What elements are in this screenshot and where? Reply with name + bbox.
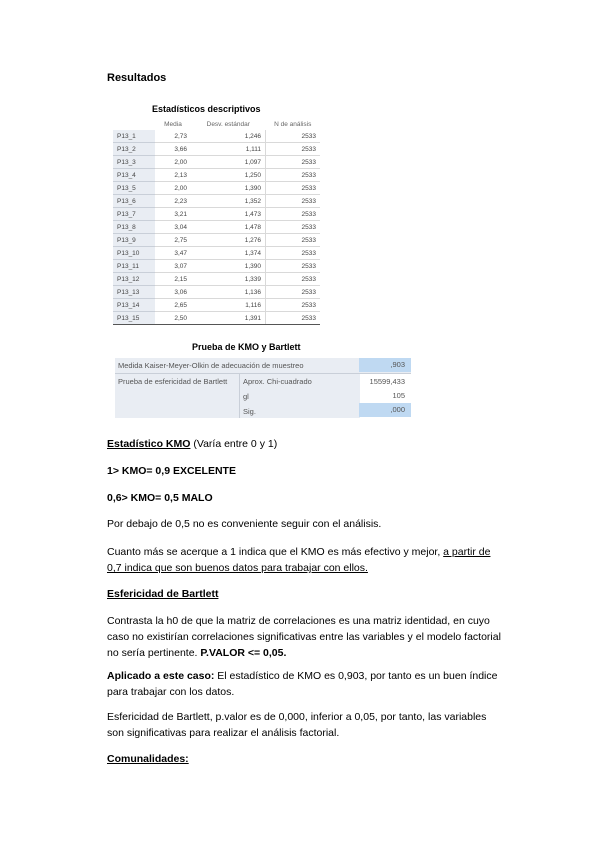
gl-label: gl [243, 392, 249, 401]
table-row [113, 221, 320, 234]
table-row [113, 130, 320, 143]
media-value: 2,73 [155, 130, 191, 143]
media-value: 3,06 [155, 286, 191, 299]
aplicado-line1 [107, 668, 527, 684]
bartlett-line3-text: no sería pertinente. [107, 647, 201, 659]
table-row [113, 195, 320, 208]
desv-value: 1,276 [191, 234, 266, 247]
table-row [113, 156, 320, 169]
table-row [113, 260, 320, 273]
media-value: 3,47 [155, 247, 191, 260]
media-value: 2,13 [155, 169, 191, 182]
kmo-interp-part3: 0,7 indica que son buenos datos para trabajar con ellos. [107, 562, 368, 574]
row-label: P13_1 [113, 130, 155, 143]
esfericidad-paragraph [107, 709, 527, 741]
row-label: P13_7 [113, 208, 155, 221]
kmo-interpretation [107, 544, 517, 576]
bartlett-heading: Esfericidad de Bartlett [107, 588, 219, 600]
row-label: P13_6 [113, 195, 155, 208]
table-row [113, 273, 320, 286]
media-value: 2,23 [155, 195, 191, 208]
desv-value: 1,391 [191, 312, 266, 325]
kmo-interp-part1: Cuanto más se acerque a 1 indica que el KMO es más efectivo y mejor, [107, 546, 444, 558]
row-label: P13_8 [113, 221, 155, 234]
kmo-heading: Estadístico KMO [107, 438, 191, 450]
table-row [113, 312, 320, 325]
kmo-excellent-line: 1> KMO= 0,9 EXCELENTE [107, 465, 236, 477]
esfericidad-line1: Esfericidad de Bartlett, p.valor es de 0,000, inferior a 0,05, por tanto, las variables [107, 711, 487, 723]
desv-value: 1,374 [191, 247, 266, 260]
row-label: P13_9 [113, 234, 155, 247]
bartlett-line1: Contrasta la h0 de que la matriz de correlaciones es una matriz identidad, en cuyo [107, 615, 490, 627]
chi-label: Aprox. Chi-cuadrado [243, 377, 312, 386]
header-n: N de análisis [274, 120, 312, 128]
n-value: 2533 [266, 299, 321, 312]
desv-value: 1,478 [191, 221, 266, 234]
row-label: P13_13 [113, 286, 155, 299]
n-value: 2533 [266, 169, 321, 182]
kmo-heading-line [107, 436, 277, 452]
row-label: P13_15 [113, 312, 155, 325]
desv-value: 1,250 [191, 169, 266, 182]
n-value: 2533 [266, 273, 321, 286]
aplicado-text: El estadístico de KMO es 0,903, por tanto es un buen índice [214, 670, 498, 682]
bartlett-line2: caso no existirían correlaciones significativas entre las variables y el modelo factorial [107, 631, 501, 643]
row-label: P13_5 [113, 182, 155, 195]
media-value: 2,00 [155, 156, 191, 169]
empty-header [113, 118, 155, 130]
table-row [113, 143, 320, 156]
sig-label: Sig. [243, 407, 256, 416]
row-label: P13_4 [113, 169, 155, 182]
n-value: 2533 [266, 130, 321, 143]
table-row [113, 299, 320, 312]
desv-value: 1,136 [191, 286, 266, 299]
descriptive-header-row [113, 118, 320, 130]
media-value: 3,66 [155, 143, 191, 156]
descriptive-table-title: Estadísticos descriptivos [152, 104, 261, 114]
n-value: 2533 [266, 156, 321, 169]
media-value: 2,00 [155, 182, 191, 195]
aplicado-label: Aplicado a este caso: [107, 670, 215, 682]
kmo-value: ,903 [359, 358, 411, 372]
n-value: 2533 [266, 247, 321, 260]
kmo-interp-part2: a partir de [443, 546, 491, 558]
bartlett-line3 [107, 645, 527, 661]
header-desv: Desv. estándar [206, 120, 250, 128]
desv-value: 1,390 [191, 182, 266, 195]
table-row [113, 234, 320, 247]
section-title: Resultados [107, 72, 167, 84]
gl-value: 105 [392, 391, 405, 400]
media-value: 2,50 [155, 312, 191, 325]
n-value: 2533 [266, 234, 321, 247]
n-value: 2533 [266, 260, 321, 273]
desv-value: 1,339 [191, 273, 266, 286]
bartlett-label: Prueba de esfericidad de Bartlett [118, 377, 228, 386]
esfericidad-line2: son significativas para realizar el análisis factorial. [107, 727, 340, 739]
media-value: 3,07 [155, 260, 191, 273]
desv-value: 1,473 [191, 208, 266, 221]
row-label: P13_11 [113, 260, 155, 273]
bartlett-label-cell [115, 374, 239, 418]
kmo-threshold-line: Por debajo de 0,5 no es conveniente seguir con el análisis. [107, 518, 382, 530]
media-value: 2,75 [155, 234, 191, 247]
kmo-row [115, 358, 411, 374]
n-value: 2533 [266, 221, 321, 234]
media-value: 3,04 [155, 221, 191, 234]
header-media: Media [164, 120, 182, 128]
media-value: 2,15 [155, 273, 191, 286]
bartlett-paragraph [107, 613, 527, 661]
row-label: P13_2 [113, 143, 155, 156]
table-row [113, 208, 320, 221]
row-label: P13_10 [113, 247, 155, 260]
sig-value: ,000 [359, 403, 411, 417]
media-value: 3,21 [155, 208, 191, 221]
n-value: 2533 [266, 208, 321, 221]
kmo-heading-note: (Varía entre 0 y 1) [190, 438, 278, 450]
row-label: P13_12 [113, 273, 155, 286]
descriptive-table [113, 118, 320, 325]
kmo-bad-line: 0,6> KMO= 0,5 MALO [107, 492, 213, 504]
row-label: P13_3 [113, 156, 155, 169]
desv-value: 1,390 [191, 260, 266, 273]
desv-value: 1,246 [191, 130, 266, 143]
comunalidades-heading: Comunalidades: [107, 753, 189, 765]
kmo-table-title: Prueba de KMO y Bartlett [192, 342, 301, 352]
aplicado-paragraph [107, 668, 527, 700]
bartlett-sub-labels [239, 374, 360, 418]
n-value: 2533 [266, 312, 321, 325]
n-value: 2533 [266, 182, 321, 195]
row-label: P13_14 [113, 299, 155, 312]
desv-value: 1,352 [191, 195, 266, 208]
table-row [113, 182, 320, 195]
desv-value: 1,111 [191, 143, 266, 156]
media-value: 2,65 [155, 299, 191, 312]
table-row [113, 169, 320, 182]
pvalor-rule: P.VALOR <= 0,05. [200, 647, 287, 659]
desv-value: 1,116 [191, 299, 266, 312]
table-row [113, 247, 320, 260]
desv-value: 1,097 [191, 156, 266, 169]
chi-value: 15599,433 [369, 377, 405, 386]
n-value: 2533 [266, 195, 321, 208]
n-value: 2533 [266, 286, 321, 299]
n-value: 2533 [266, 143, 321, 156]
table-row [113, 286, 320, 299]
aplicado-line2: para trabajar con los datos. [107, 686, 235, 698]
kmo-label: Medida Kaiser-Meyer-Olkin de adecuación de muestreo [118, 361, 304, 370]
